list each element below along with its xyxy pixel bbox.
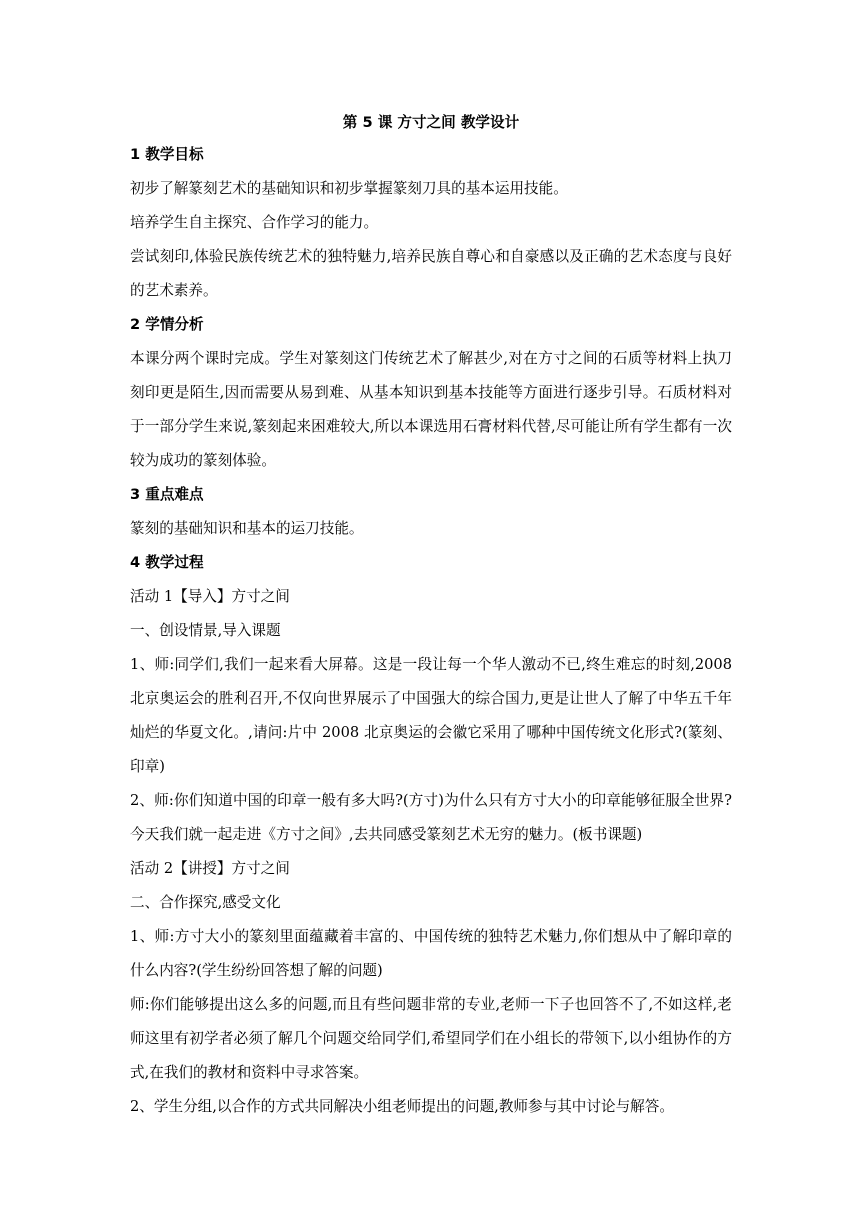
paragraph: 活动 2【讲授】方寸之间	[130, 860, 290, 877]
paragraph: 培养学生自主探究、合作学习的能力。	[130, 214, 379, 231]
section-heading-analysis: 2 学情分析	[130, 316, 204, 333]
paragraph: 1、师:方寸大小的篆刻里面蕴藏着丰富的、中国传统的独特艺术魅力,你们想从中了解印章的什么内容?(学生纷纷回答想了解的问题)	[130, 928, 732, 979]
section-heading-objectives: 1 教学目标	[130, 146, 204, 163]
section-heading-process: 4 教学过程	[130, 554, 204, 571]
document-title: 第 5 课 方寸之间 教学设计	[342, 114, 520, 131]
paragraph: 师:你们能够提出这么多的问题,而且有些问题非常的专业,老师一下子也回答不了,不如这样,老师这里有初学者必须了解几个问题交给同学们,希望同学们在小组长的带领下,以小组协作的方式,在我们的教材和资料中寻求答案。	[130, 996, 732, 1081]
paragraph: 2、师:你们知道中国的印章一般有多大吗?(方寸)为什么只有方寸大小的印章能够征服全世界?今天我们就一起走进《方寸之间》,去共同感受篆刻艺术无穷的魅力。(板书课题)	[130, 792, 732, 843]
paragraph: 二、合作探究,感受文化	[130, 894, 281, 911]
paragraph: 一、创设情景,导入课题	[130, 622, 281, 639]
paragraph: 活动 1【导入】方寸之间	[130, 588, 290, 605]
document-page	[130, 108, 732, 1124]
paragraph: 初步了解篆刻艺术的基础知识和初步掌握篆刻刀具的基本运用技能。	[130, 180, 568, 197]
paragraph: 2、学生分组,以合作的方式共同解决小组老师提出的问题,教师参与其中讨论与解答。	[130, 1098, 674, 1115]
paragraph: 尝试刻印,体验民族传统艺术的独特魅力,培养民族自尊心和自豪感以及正确的艺术态度与良好的艺术素养。	[130, 248, 732, 299]
paragraph: 本课分两个课时完成。学生对篆刻这门传统艺术了解甚少,对在方寸之间的石质等材料上执刀刻印更是陌生,因而需要从易到难、从基本知识到基本技能等方面进行逐步引导。石质材料对于一部分学生来说,篆刻起来困难较大,所以本课选用石膏材料代替,尽可能让所有学生都有一次较为成功的篆刻体验。	[130, 350, 732, 469]
section-heading-key-points: 3 重点难点	[130, 486, 204, 503]
paragraph: 1、师:同学们,我们一起来看大屏幕。这是一段让每一个华人激动不已,终生难忘的时刻,2008 北京奥运会的胜利召开,不仅向世界展示了中国强大的综合国力,更是让世人了解了中华五千年灿烂的华夏文化。,请问:片中 2008 北京奥运的会徽它采用了哪种中国传统文化形式?(篆刻、印章)	[130, 656, 732, 775]
paragraph: 篆刻的基础知识和基本的运刀技能。	[130, 520, 364, 537]
